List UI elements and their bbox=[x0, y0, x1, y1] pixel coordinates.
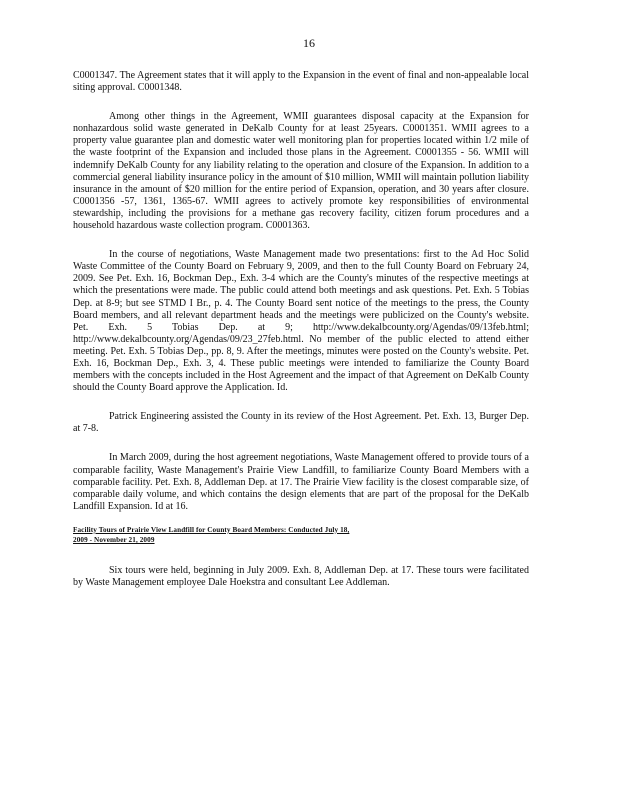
paragraph-tours-offered: In March 2009, during the host agreement negotiations, Waste Management offered to provide tours of a comparable facility, Waste Management's Prairie View Landfill, to familiarize County Board Members with a comparable facility. Pet. Exh. 8, Addleman Dep. at 17. The Prairie View facility is the closest comparable size, of comparable daily volume, and which contains the design elements that are part of the proposal for the DeKalb Landfill Expansion. Id at 16. bbox=[73, 452, 529, 512]
paragraph-patrick-engineering: Patrick Engineering assisted the County in its review of the Host Agreement. Pet. Exh. 13, Burger Dep. at 7-8. bbox=[73, 411, 529, 435]
paragraph-agreement-applies: C0001347. The Agreement states that it will apply to the Expansion in the event of final and non-appealable local siting approval. C0001348. bbox=[73, 70, 529, 94]
document-body bbox=[73, 70, 529, 606]
section-heading bbox=[73, 525, 529, 545]
section-heading-line-1: Facility Tours of Prairie View Landfill for County Board Members: Conducted July 18, bbox=[73, 525, 350, 534]
paragraph-agreement-terms: Among other things in the Agreement, WMII guarantees disposal capacity at the Expansion for nonhazardous solid waste generated in DeKalb County for at least 25years. C0001351. WMII agrees to a property value guarantee plan and domestic water well monitoring plan for properties located within 1/2 mile of the waste footprint of the Expansion and included those plans in the Agreement. C0001355 - 56. WMII will indemnify DeKalb County for any liability relating to the operation and closure of the Expansion. In addition to a commercial general liability insurance policy in the amount of $10 million, WMII will maintain pollution liability insurance in the amount of $20 million for the entire period of Expansion, operation, and 30 years after closure. C0001356 -57, 1361, 1365-67. WMII agrees to actively promote key responsibilities of environmental stewardship, including the provisions for a methane gas recovery facility, citizen forum procedures and a household hazardous waste collection program. C0001363. bbox=[73, 111, 529, 232]
section-heading-line-2: 2009 - November 21, 2009 bbox=[73, 535, 155, 544]
page-number: 16 bbox=[303, 36, 315, 50]
paragraph-six-tours: Six tours were held, beginning in July 2009. Exh. 8, Addleman Dep. at 17. These tours were facilitated by Waste Management employee Dale Hoekstra and consultant Lee Addleman. bbox=[73, 564, 529, 588]
paragraph-negotiations: In the course of negotiations, Waste Management made two presentations: first to the Ad Hoc Solid Waste Committee of the County Board on February 9, 2009, and then to the full County Board on February 24, 2009. See Pet. Exh. 16, Bockman Dep., Exh. 3-4 which are the County's minutes of the respective meetings at which the presentations were made. The public could attend both meetings and ask questions. Pet. Exh. 5 Tobias Dep. at 8-9; but see STMD I Br., p. 4. The County Board sent notice of the meetings to the press, the County Board members, and all relevant department heads and the meetings were publicized on the County's website. Pet. Exh. 5 Tobias Dep. at 9; http://www.dekalbcounty.org/Agendas/09/13feb.html; http://www.dekalbcounty.org/Agendas/09/23_27feb.html. No member of the public elected to attend either meeting. Pet. Exh. 5 Tobias Dep., pp. 8, 9. After the meetings, minutes were posted on the County's website. Pet. Exh. 16, Bockman Dep., Exh. 3, 4. These public meetings were intended to familiarize the County Board members with the concepts included in the Host Agreement and the impact of that Agreement on DeKalb County should the County Board approve the Application. Id. bbox=[73, 249, 529, 394]
